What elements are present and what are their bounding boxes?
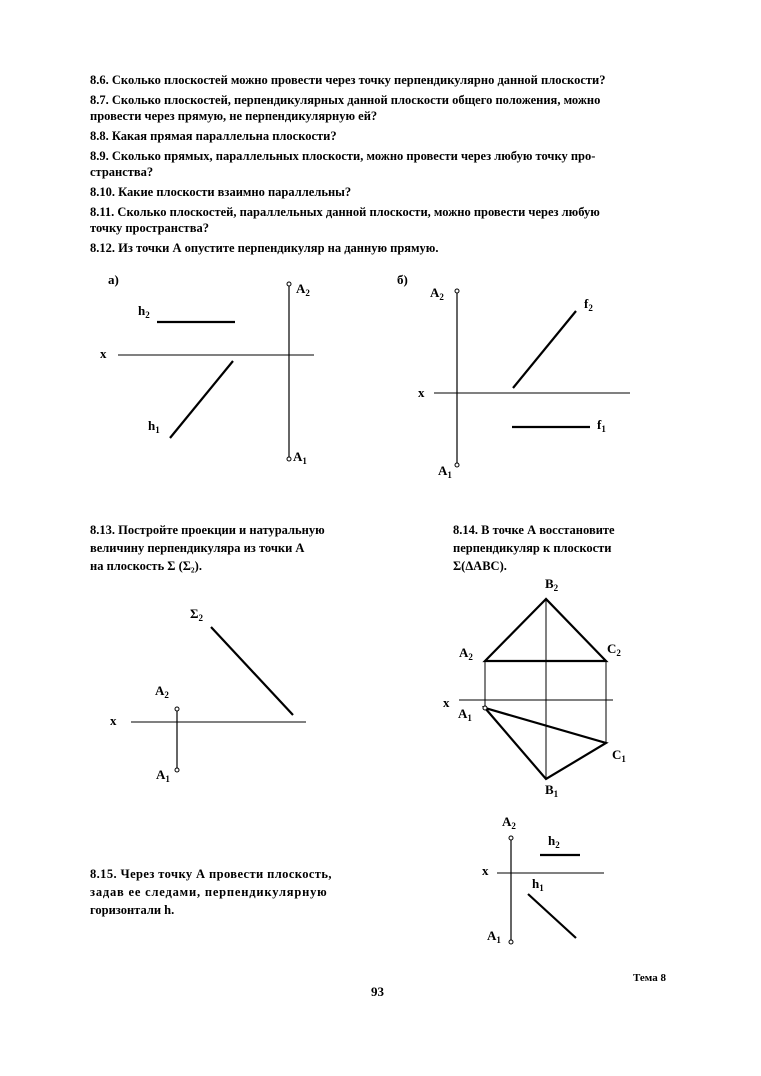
question-8-14-line3: Σ(ΔABC). <box>453 559 507 573</box>
axis-x-label-b: x <box>418 385 425 400</box>
figure-8-14 <box>443 576 626 799</box>
figure-8-12a <box>100 272 314 466</box>
a2-label-814: $A_2$ <box>459 645 473 662</box>
f1-label: $f_1$ <box>597 417 606 434</box>
a1-label-814: $A_1$ <box>458 706 472 723</box>
axis-x-label-814: x <box>443 695 450 710</box>
question-8-8: 8.8. Какая прямая параллельна плоскости? <box>90 129 337 143</box>
h1-line-815 <box>528 894 576 938</box>
point-a1-813 <box>175 768 179 772</box>
question-8-13-line1: 8.13. Постройте проекции и натуральную <box>90 523 325 537</box>
a1-label-813: $A_1$ <box>156 767 170 784</box>
a1-label-b: $A_1$ <box>438 463 452 480</box>
axis-x-label-813: x <box>110 713 117 728</box>
question-8-14-line2: перпендикуляр к плоскости <box>453 541 612 555</box>
h1-label: $h_1$ <box>148 418 160 435</box>
point-a2-815 <box>509 836 513 840</box>
point-a1-b <box>455 463 459 467</box>
f2-label: $f_2$ <box>584 296 593 313</box>
a1-label-815: $A_1$ <box>487 928 501 945</box>
c2-label: $C_2$ <box>607 641 621 658</box>
a2-label-815: $A_2$ <box>502 814 516 831</box>
question-8-7-line1: 8.7. Сколько плоскостей, перпендикулярных данной плоскости общего положения, можно <box>90 93 601 107</box>
point-a1-815 <box>509 940 513 944</box>
axis-x-label: x <box>100 346 107 361</box>
question-8-11-line2: точку пространства? <box>90 221 209 235</box>
question-8-10: 8.10. Какие плоскости взаимно параллельны? <box>90 185 352 199</box>
b2-label: $B_2$ <box>545 576 559 593</box>
h1-label-815: $h_1$ <box>532 876 544 893</box>
question-8-6: 8.6. Сколько плоскостей можно провести через точку перпендикулярно данной плоскости? <box>90 73 606 87</box>
question-8-15-line2: задав ее следами, перпендикулярную <box>90 885 328 899</box>
a1-label: $A_1$ <box>293 449 307 466</box>
a2-label-813: $A_2$ <box>155 683 169 700</box>
page-number: 93 <box>371 984 384 999</box>
c1-label: $C_1$ <box>612 747 626 764</box>
figure-8-13 <box>110 606 306 784</box>
question-8-11-line1: 8.11. Сколько плоскостей, параллельных данной плоскости, можно провести через любую <box>90 205 600 219</box>
point-a2 <box>287 282 291 286</box>
question-8-14-line1: 8.14. В точке А восстановите <box>453 523 615 537</box>
sigma2-trace <box>211 627 293 715</box>
f2-line <box>513 311 576 388</box>
point-a1-814 <box>483 706 487 710</box>
figure-8-12b <box>397 272 630 480</box>
question-8-15-line3: горизонтали h. <box>90 903 175 917</box>
figure-8-15 <box>482 814 604 945</box>
h2-label-815: $h_2$ <box>548 833 560 850</box>
point-a2-813 <box>175 707 179 711</box>
h1-line <box>170 361 233 438</box>
question-8-7-line2: провести через прямую, не перпендикулярную ей? <box>90 109 378 123</box>
question-8-15-line1: 8.15. Через точку А провести плоскость, <box>90 867 332 881</box>
point-a2-b <box>455 289 459 293</box>
h2-label: $h_2$ <box>138 303 150 320</box>
topic-label: Тема 8 <box>633 972 666 984</box>
b1-label: $B_1$ <box>545 782 559 799</box>
a2-label-b: $A_2$ <box>430 285 444 302</box>
figure-b-caption: б) <box>397 272 408 287</box>
question-8-9-line2: странства? <box>90 165 154 179</box>
sigma2-label: $\Sigma_2$ <box>190 606 203 623</box>
question-8-9-line1: 8.9. Сколько прямых, параллельных плоскости, можно провести через любую точку про- <box>90 149 596 163</box>
point-a1 <box>287 457 291 461</box>
figure-a-caption: а) <box>108 272 119 287</box>
question-8-13-line2: величину перпендикуляра из точки А <box>90 541 305 555</box>
a2-label: $A_2$ <box>296 281 310 298</box>
axis-x-label-815: x <box>482 863 489 878</box>
question-8-13-line3: на плоскость Σ (Σ₂). <box>90 559 202 573</box>
question-8-12: 8.12. Из точки А опустите перпендикуляр на данную прямую. <box>90 241 439 255</box>
